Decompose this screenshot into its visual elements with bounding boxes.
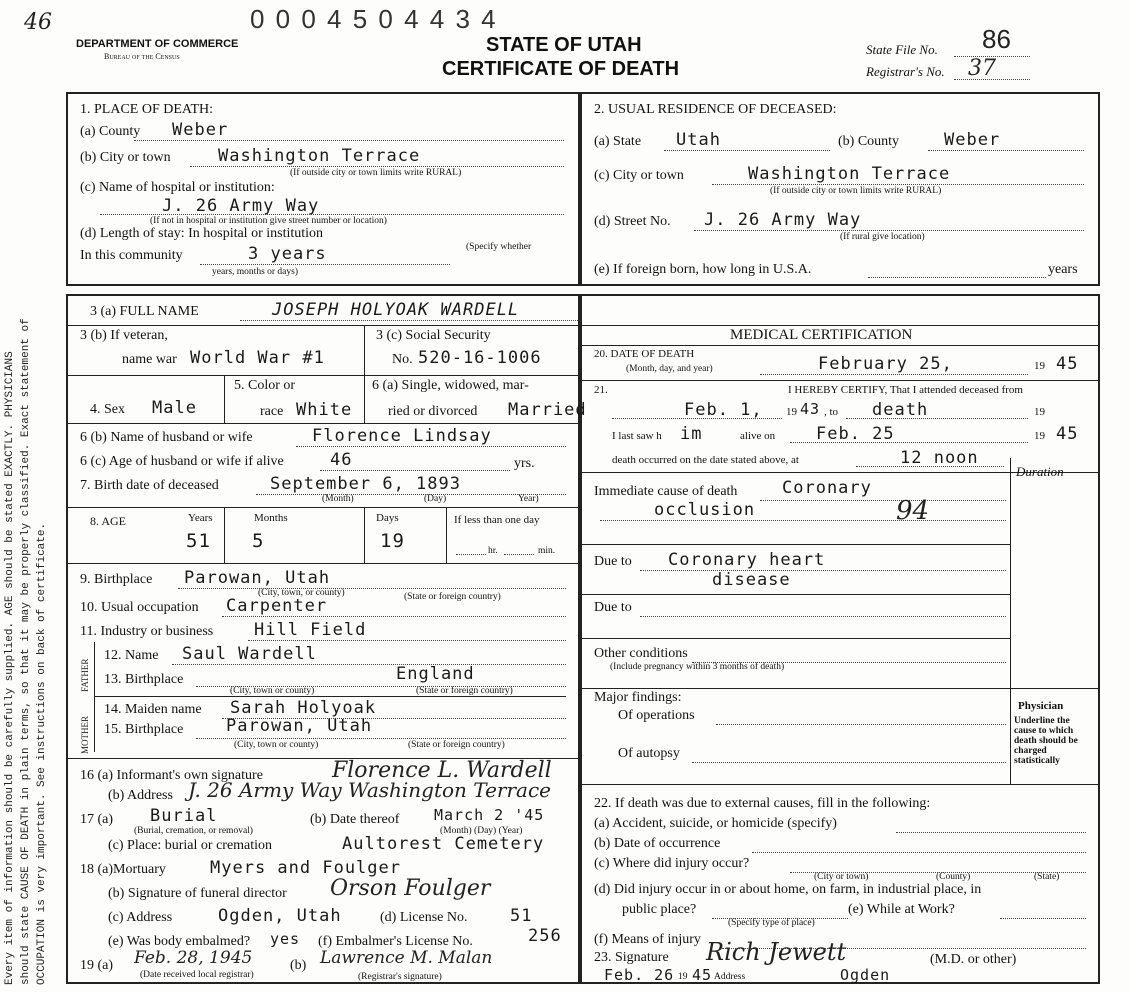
dod: February 25, bbox=[818, 354, 953, 374]
occurred-label: death occurred on the date stated above, at bbox=[612, 454, 799, 466]
res-city-note: (If outside city or town limits write RURAL) bbox=[770, 186, 942, 196]
race: White bbox=[296, 400, 353, 420]
attended-from: Feb. 1, bbox=[684, 400, 763, 420]
res-city-label: (c) City or town bbox=[594, 168, 684, 183]
res-street-label: (d) Street No. bbox=[594, 214, 671, 229]
industry: Hill Field bbox=[254, 620, 367, 640]
city-town-note: (City or town) bbox=[814, 872, 869, 882]
month-note: (Month) bbox=[322, 494, 354, 504]
due-to-label-2: Due to bbox=[594, 600, 632, 615]
industry-label: 11. Industry or business bbox=[80, 624, 214, 639]
embalmed: yes bbox=[270, 930, 301, 948]
to-label: , to bbox=[824, 406, 839, 418]
external-b: (b) Date of occurrence bbox=[594, 836, 721, 851]
registrar-note: (Registrar's signature) bbox=[358, 972, 442, 982]
signed-19: 19 bbox=[678, 972, 688, 982]
place-of-death-heading: 1. PLACE OF DEATH: bbox=[80, 102, 214, 117]
age-years: 51 bbox=[186, 530, 211, 552]
alive-date: Feb. 25 bbox=[816, 424, 895, 444]
sex-label: 4. Sex bbox=[90, 402, 125, 417]
from-year: 43 bbox=[800, 400, 821, 418]
margin-note-1: Every item of information should be carefully supplied. AGE should be stated EXACTLY. PHYSICIANS bbox=[4, 351, 16, 985]
state-note: (State) bbox=[1034, 872, 1060, 882]
dod-label: 20. DATE OF DEATH bbox=[594, 348, 695, 360]
residence-heading: 2. USUAL RESIDENCE OF DECEASED: bbox=[594, 102, 837, 117]
item-21: 21. bbox=[594, 384, 608, 396]
certificate-title: CERTIFICATE OF DEATH bbox=[442, 58, 680, 80]
less-than-day-label: If less than one day bbox=[454, 514, 540, 526]
dod-19: 19 bbox=[1034, 360, 1045, 372]
marital-label-2: ried or divorced bbox=[388, 404, 478, 419]
race-label: race bbox=[260, 404, 284, 419]
ssn: 520-16-1006 bbox=[418, 348, 542, 368]
last-saw-label: I last saw h bbox=[612, 430, 662, 442]
father-label: FATHER bbox=[80, 658, 90, 692]
mother-birthplace: Parowan, Utah bbox=[226, 716, 373, 736]
age-months-label: Months bbox=[254, 512, 288, 524]
father-birthplace-label: 13. Birthplace bbox=[104, 672, 184, 687]
place-type-note: (Specify type of place) bbox=[728, 918, 815, 928]
date-received-note: (Date received local registrar) bbox=[140, 970, 254, 980]
cause-code: 94 bbox=[896, 496, 930, 526]
birthplace: Parowan, Utah bbox=[184, 568, 331, 588]
foreign-years: years bbox=[1048, 262, 1078, 277]
informant-label: 16 (a) Informant's own signature bbox=[80, 768, 263, 783]
res-street: J. 26 Army Way bbox=[704, 210, 862, 230]
father-bp-note-1: (City, town or county) bbox=[230, 686, 315, 696]
embalmed-label: (e) Was body embalmed? bbox=[108, 934, 251, 949]
war-name: World War #1 bbox=[190, 348, 325, 368]
public-place-label: public place? bbox=[622, 902, 697, 917]
father-name: Saul Wardell bbox=[182, 644, 317, 664]
mother-name: Sarah Holyoak bbox=[230, 698, 377, 718]
address-label: Address bbox=[714, 972, 746, 982]
full-name: JOSEPH HOLYOAK WARDELL bbox=[272, 300, 520, 320]
informant-address-label: (b) Address bbox=[108, 788, 173, 803]
date-received: Feb. 28, 1945 bbox=[134, 948, 253, 968]
burial-note: (Burial, cremation, or removal) bbox=[134, 826, 253, 836]
attended-to: death bbox=[872, 400, 929, 420]
marital-status: Married bbox=[508, 400, 587, 420]
res-state: Utah bbox=[676, 130, 721, 150]
mother-bp-note-1: (City, town or county) bbox=[234, 740, 319, 750]
ymd-note: years, months or days) bbox=[212, 267, 299, 277]
serial-number: 0 0 0 4 5 0 4 4 3 4 bbox=[250, 4, 498, 34]
birthplace-label: 9. Birthplace bbox=[80, 572, 153, 587]
funeral-director-label: (b) Signature of funeral director bbox=[108, 886, 287, 901]
death-county: Weber bbox=[172, 120, 229, 140]
specify-note: (Specify whether bbox=[466, 242, 532, 252]
year-note: Year) bbox=[518, 494, 539, 504]
state-title: STATE OF UTAH bbox=[486, 34, 642, 56]
birthplace-note-2: (State or foreign country) bbox=[404, 592, 501, 602]
res-city: Washington Terrace bbox=[748, 164, 951, 184]
signed-date: Feb. 26 bbox=[604, 966, 675, 984]
fd-address: Ogden, Utah bbox=[218, 906, 342, 926]
age-months: 5 bbox=[252, 530, 265, 552]
registrar-signature: Lawrence M. Malan bbox=[320, 948, 493, 968]
license-no: 51 bbox=[510, 906, 533, 926]
medical-cert-title: MEDICAL CERTIFICATION bbox=[730, 327, 913, 343]
age-label: 8. AGE bbox=[90, 514, 126, 528]
autopsy-label: Of autopsy bbox=[618, 746, 680, 761]
mother-bp-note-2: (State or foreign country) bbox=[408, 740, 505, 750]
foreign-label: (e) If foreign born, how long in U.S.A. bbox=[594, 262, 812, 277]
external-f: (f) Means of injury bbox=[594, 932, 701, 947]
birthplace-note-1: (City, town, or county) bbox=[258, 588, 345, 598]
external-e: (e) While at Work? bbox=[848, 902, 955, 917]
mortuary: Myers and Foulger bbox=[210, 858, 401, 878]
city-label: (b) City or town bbox=[80, 150, 171, 165]
dept-title: DEPARTMENT OF COMMERCE bbox=[76, 38, 239, 50]
from-19: 19 bbox=[786, 406, 797, 418]
physician-label: Physician bbox=[1018, 700, 1064, 712]
burial-place-label: (c) Place: burial or cremation bbox=[108, 838, 273, 853]
color-label: 5. Color or bbox=[234, 378, 296, 393]
hospital-note: (If not in hospital or institution give street number or location) bbox=[150, 216, 387, 226]
external-heading: 22. If death was due to external causes, fill in the following: bbox=[594, 796, 931, 811]
mortuary-label: 18 (a)Mortuary bbox=[80, 862, 166, 877]
registrar-b-label: (b) bbox=[290, 958, 307, 973]
min-label: min. bbox=[538, 546, 556, 556]
dod-year: 45 bbox=[1056, 354, 1079, 374]
fd-address-label: (c) Address bbox=[108, 910, 173, 925]
physician-address: Ogden bbox=[840, 966, 891, 984]
alive-on-label: alive on bbox=[740, 430, 776, 442]
day-note: (Day) bbox=[424, 494, 447, 504]
community-label: In this community bbox=[80, 248, 183, 263]
license-label: (d) License No. bbox=[380, 910, 468, 925]
time-of-death: 12 noon bbox=[900, 448, 979, 468]
full-name-label: 3 (a) FULL NAME bbox=[90, 304, 199, 319]
county-note: (County) bbox=[936, 872, 971, 882]
spouse-age-label: 6 (c) Age of husband or wife if alive bbox=[80, 454, 284, 469]
burial-place: Aultorest Cemetery bbox=[342, 834, 545, 854]
signed-year: 45 bbox=[692, 966, 713, 984]
age-days: 19 bbox=[380, 530, 405, 552]
margin-note-3: OCCUPATION is very important. See instructions on back of certificate. bbox=[36, 522, 48, 985]
state-file-no: 86 bbox=[982, 24, 1011, 54]
mother-name-label: 14. Maiden name bbox=[104, 702, 202, 717]
cert-text: I HEREBY CERTIFY, That I attended deceased from bbox=[788, 384, 1023, 396]
father-name-label: 12. Name bbox=[104, 648, 159, 663]
county-label: (a) County bbox=[80, 124, 141, 139]
res-county: Weber bbox=[944, 130, 1001, 150]
to-19: 19 bbox=[1034, 406, 1045, 418]
last-saw-him: im bbox=[680, 424, 703, 444]
war-label: name war bbox=[122, 352, 177, 367]
spouse-name: Florence Lindsay bbox=[312, 426, 492, 446]
burial-date: March 2 '45 bbox=[434, 806, 545, 824]
duration-label: Duration bbox=[1016, 464, 1064, 479]
registrar-no: 37 bbox=[968, 56, 996, 81]
external-c: (c) Where did injury occur? bbox=[594, 856, 750, 871]
hr-label: hr. bbox=[488, 546, 498, 556]
age-days-label: Days bbox=[376, 512, 399, 524]
operations-label: Of operations bbox=[618, 708, 695, 723]
alive-19: 19 bbox=[1034, 430, 1045, 442]
embalmer-license: 256 bbox=[528, 926, 562, 946]
due-to-label: Due to bbox=[594, 554, 632, 569]
state-file-label: State File No. bbox=[866, 42, 938, 57]
mother-birthplace-label: 15. Birthplace bbox=[104, 722, 184, 737]
signature-label: 23. Signature bbox=[594, 950, 669, 965]
sex: Male bbox=[152, 398, 197, 418]
burial-type: Burial bbox=[150, 806, 218, 826]
occupation-label: 10. Usual occupation bbox=[80, 600, 199, 615]
father-bp-note-2: (State or foreign country) bbox=[416, 686, 513, 696]
res-county-label: (b) County bbox=[838, 134, 900, 149]
birth-date: September 6, 1893 bbox=[270, 474, 461, 494]
major-findings-label: Major findings: bbox=[594, 690, 682, 705]
due-to-2: disease bbox=[712, 570, 791, 590]
father-birthplace: England bbox=[396, 664, 475, 684]
bureau-title: Bureau of the Census bbox=[104, 52, 180, 61]
informant-address: J. 26 Army Way Washington Terrace bbox=[188, 778, 551, 802]
age-years-label: Years bbox=[188, 512, 213, 524]
registrar-no-label: Registrar's No. bbox=[866, 64, 945, 79]
hospital-label: (c) Name of hospital or institution: bbox=[80, 180, 275, 195]
margin-note-2: should state CAUSE OF DEATH in plain terms, so that it may be properly classified. Exact statement of bbox=[20, 318, 32, 985]
stay-label: (d) Length of stay: In hospital or institution bbox=[80, 226, 324, 241]
burial-date-label: (b) Date thereof bbox=[310, 812, 400, 827]
md-label: (M.D. or other) bbox=[930, 952, 1017, 967]
underline-note: Underline the cause to which death should be charged statistically bbox=[1014, 716, 1078, 766]
mother-label: MOTHER bbox=[80, 716, 90, 754]
informant-signature: Florence L. Wardell bbox=[332, 758, 552, 783]
death-city: Washington Terrace bbox=[218, 146, 421, 166]
immediate-cause-2: occlusion bbox=[654, 500, 756, 520]
corner-mark: 46 bbox=[24, 10, 52, 35]
other-conditions-note: (Include pregnancy within 3 months of death) bbox=[610, 662, 785, 672]
spouse-label: 6 (b) Name of husband or wife bbox=[80, 430, 253, 445]
dod-note: (Month, day, and year) bbox=[626, 364, 713, 374]
spouse-age: 46 bbox=[330, 450, 353, 470]
stay-length: 3 years bbox=[248, 244, 327, 264]
veteran-label: 3 (b) If veteran, bbox=[80, 328, 168, 343]
due-to: Coronary heart bbox=[668, 550, 826, 570]
other-conditions-label: Other conditions bbox=[594, 646, 688, 661]
occupation: Carpenter bbox=[226, 596, 328, 616]
immediate-cause: Coronary bbox=[782, 478, 872, 498]
res-state-label: (a) State bbox=[594, 134, 642, 149]
external-d: (d) Did injury occur in or about home, on farm, in industrial place, in bbox=[594, 882, 982, 897]
res-street-note: (If rural give location) bbox=[840, 232, 925, 242]
burial-mdy-note: (Month) (Day) (Year) bbox=[440, 826, 523, 836]
hospital-name: J. 26 Army Way bbox=[162, 196, 320, 216]
alive-year: 45 bbox=[1056, 424, 1079, 444]
marital-label: 6 (a) Single, widowed, mar- bbox=[372, 378, 529, 393]
ss-no-label: No. bbox=[392, 352, 413, 367]
physician-signature: Rich Jewett bbox=[706, 938, 847, 966]
city-note: (If outside city or town limits write RURAL) bbox=[290, 168, 462, 178]
funeral-director-signature: Orson Foulger bbox=[330, 876, 491, 901]
date-received-19-label: 19 (a) bbox=[80, 958, 114, 973]
birthdate-label: 7. Birth date of deceased bbox=[80, 478, 219, 493]
burial-17-label: 17 (a) bbox=[80, 812, 114, 827]
embalmer-license-label: (f) Embalmer's License No. bbox=[318, 934, 473, 949]
ss-label: 3 (c) Social Security bbox=[376, 328, 491, 343]
yrs-label: yrs. bbox=[514, 456, 535, 471]
external-a: (a) Accident, suicide, or homicide (specify) bbox=[594, 816, 837, 831]
immediate-cause-label: Immediate cause of death bbox=[594, 484, 738, 499]
